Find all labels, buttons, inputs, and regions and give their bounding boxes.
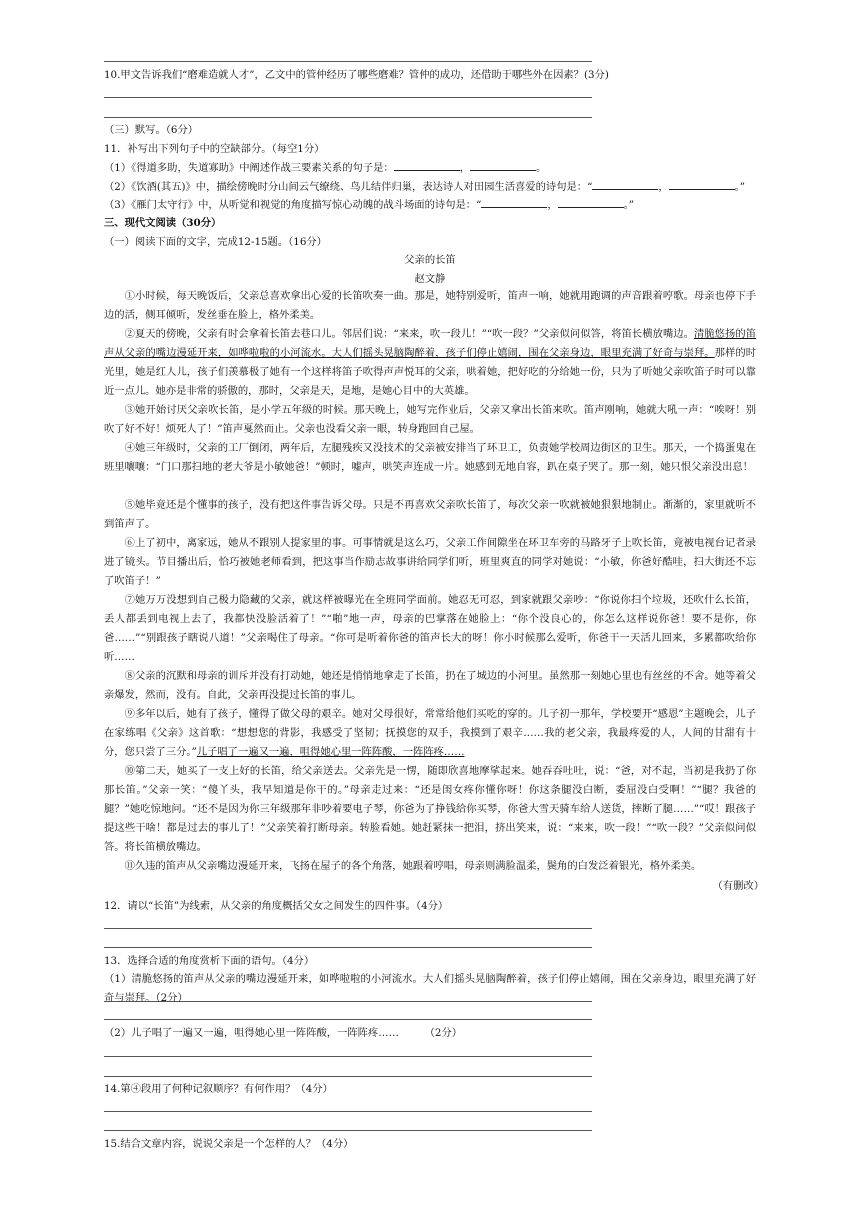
answer-line [104, 1076, 592, 1077]
fill-blank[interactable] [394, 160, 460, 171]
question-13-2: （2）儿子唱了一遍又一遍，咀得她心里一阵阵酸，一阵阵疼…… （2分） [104, 1027, 463, 1039]
answer-line [104, 1111, 592, 1112]
part-3-1-heading: （一）阅读下面的文字，完成12-15题。（16分） [104, 236, 327, 248]
paragraph-4: ④她三年级时，父亲的工厂倒闭，两年后，左腿残疾又没技术的父亲被安排当了环卫工，负责她学校周边街区的卫生。那天，一个捣蛋鬼在班里嚷嚷：“门口那扫地的老大爷是小敏她爸！”顿时，嘘声，哄笑声连成一片。她感到无地自容，趴在桌子哭了。那一刻，她只恨父亲没出息！ [104, 442, 756, 473]
fill-blank[interactable] [558, 197, 624, 208]
paragraph-3: ③她开始讨厌父亲吹长笛，是小学五年级的时候。那天晚上，她写完作业后，父亲又拿出长笛来吹。笛声刚响，她就大吼一声：“唉呀！别吹了好不好！烦死人了！”笛声戛然而止。父亲也没看父亲一眼，转身跑回自己屋。 [104, 404, 756, 435]
question-13-1: （1）清脆悠扬的笛声从父亲的嘴边漫延开来，如哗啦啦的小河流水。大人们摇头晃脑陶醉着，孩子们停止嬉闹，围在父亲身边，眼里充满了好奇与崇拜。（2分） [104, 973, 756, 1004]
paragraph-7: ⑦她万万没想到自己极力隐藏的父亲，就这样被曝光在全班同学面前。她忍无可忍，到家就跟父亲吵：“你说你扫个垃圾，还吹什么长笛，丢人都丢到电视上去了，我都快没脸活着了！”“啪”地一声，母亲的巴掌落在她脸上：“你个没良心的，你怎么这样说你爸！要不是你，你爸……”“别跟孩子瞎说八道！”父亲喝住了母亲。“你可是听着你爸的笛声长大的呀！你小时候那么爱听，你爸干一天活儿回来，多累都吹给你听…… [104, 594, 756, 663]
question-12: 12．请以“长笛”为线索，从父亲的角度概括父女之间发生的四件事。（4分） [104, 900, 449, 912]
paragraph-8: ⑧父亲的沉默和母亲的训斥并没有打动她，她还是悄悄地拿走了长笛，扔在了城边的小河里。虽然那一刻她心里也有丝丝的不舍。她等着父亲爆发，然而，没有。自此，父亲再没提过长笛的事儿。 [104, 670, 756, 701]
paragraph-2: ②夏天的傍晚，父亲有时会拿着长笛去巷口儿。邻居们说：“来来，吹一段儿！”“吹一段？”父亲似问似答，将笛长横放嘴边。清脆悠扬的笛声从父亲的嘴边漫延开来，如哗啦啦的小河流水。大人们摇头晃脑陶醉着，孩子们停止嬉闹，围在父亲身边，眼里充满了好奇与崇拜。那样的时光里，她是红人儿，孩子们羡慕极了她有一个这样将笛子吹得声声悦耳的父亲，哄着她，把好吃的分给她一份，只为了听她父亲吹笛子时可以靠近一点儿。她亦是非常的骄傲的，那时，父亲是天，是地，是她心目中的大英雄。 [104, 328, 757, 397]
question-14: 14.第④段用了何种记叙顺序？有何作用？（4分） [104, 1083, 333, 1095]
paragraph-5: ⑤她毕竟还是个懂事的孩子，没有把这件事告诉父母。只是不再喜欢父亲吹长笛了，每次父亲一吹就被她狠狠地制止。渐渐的，家里就听不到笛声了。 [104, 499, 756, 530]
question-11-1: （1）《得道多助，失道寡助》中阐述作战三要素关系的句子是： ， 。 [104, 162, 547, 174]
fill-blank[interactable] [669, 179, 735, 190]
question-11: 11．补写出下列句子中的空缺部分。（每空1分） [104, 143, 325, 155]
article-author: 赵文静 [414, 273, 446, 285]
section-3-heading: （三）默写。（6分） [104, 124, 199, 136]
answer-line [104, 97, 592, 98]
paragraph-9: ⑨多年以后，她有了孩子，懂得了做父母的艰辛。她对父母很好，常常给他们买吃的穿的。儿子初一那年，学校要开“感恩”主题晚会，儿子在家练唱《父亲》这首歌：“想想您的背影，我感受了坚韧；抚摸您的双手，我摸到了艰辛……我的老父亲，我最疼爱的人，人间的甘甜有十分，您只尝了三分。”儿子唱了一遍又一遍，咀得她心里一阵阵酸，一阵阵疼…… [104, 708, 756, 758]
article-title: 父亲的长笛 [404, 254, 456, 266]
answer-line [104, 1019, 592, 1020]
question-13: 13．选择合适的角度赏析下面的语句。（4分） [104, 955, 315, 967]
answer-line [104, 1001, 592, 1002]
answer-line [104, 947, 592, 948]
paragraph-10: ⑩第二天，她买了一支上好的长笛，给父亲送去。父亲先是一愣，随即欣喜地摩挲起来。她吞吞吐吐，说：“爸，对不起，当初是我扔了你那长笛。”父亲一笑：“傻丫头，我早知道是你干的。”母亲走过来：“还是闺女疼你懂你呀！你这条腿没白断，委屈没白受啊！”“腿？我爸的腿？”她吃惊地问。“还不是因为你三年级那年非吵着要电子琴，你爸为了挣钱给你买琴，你爸大雪天骑车给人送货，摔断了腿……”“哎！跟孩子提这些干啥！都是过去的事儿了！”父亲笑着打断母亲。转脸看她。她赶紧抹一把泪，挤出笑来，说：“来来，吹一段！”“吹一段？”父亲似问似答。将长笛横放嘴边。 [104, 765, 756, 853]
fill-blank[interactable] [481, 197, 547, 208]
question-11-2: （2）《饮酒(其五)》中，描绘傍晚时分山间云气缭绕、鸟儿结伴归巢，表达诗人对田园生活喜爱的诗句是：“ ， 。” [104, 181, 746, 193]
paragraph-1: ①小时候，每天晚饭后，父亲总喜欢拿出心爱的长笛吹奏一曲。那是，她特别爱听，笛声一响，她就用跑调的声音跟着哼歌。母亲也停下手边的活，侧耳倾听，发丝垂在脸上，格外柔美。 [104, 290, 756, 321]
underlined-sentence: 儿子唱了一遍又一遍，咀得她心里一阵阵酸，一阵阵疼…… [196, 746, 465, 758]
answer-line [104, 1056, 592, 1057]
part-3-heading: 三、现代文阅读（30分） [104, 217, 222, 229]
paragraph-6: ⑥上了初中，离家远，她从不跟别人提家里的事。可事情就是这么巧，父亲工作间隙坐在环卫车旁的马路牙子上吹长笛，竟被电视台记者录进了镜头。节目播出后，恰巧被她老师看到，把这事当作励志故事讲给同学们听，班里爽直的同学对她说：“小敏，你爸好酷哇，扫大街还不忘了吹笛子！” [104, 537, 756, 587]
question-11-3: （3）《雁门太守行》中，从听觉和视觉的角度描写惊心动魄的战斗场面的诗句是：“ ， 。” [104, 199, 635, 211]
fill-blank[interactable] [470, 160, 536, 171]
paragraph-11: ⑪久违的笛声从父亲嘴边漫延开来，飞扬在屋子的各个角落，她跟着哼唱，母亲则满脸温柔，鬓角的白发泛着银光，格外柔美。 [124, 860, 702, 872]
answer-line [104, 61, 592, 62]
question-15: 15.结合文章内容，说说父亲是一个怎样的人？（4分） [104, 1138, 354, 1150]
underlined-sentence: 清脆悠扬的笛声从父亲的嘴边漫延开来，如哗啦啦的小河流水。大人们摇头晃脑陶醉着，孩子们停止嬉闹，围在父亲身边，眼里充满了好奇与崇拜。 [104, 328, 756, 359]
answer-line [104, 1130, 592, 1131]
answer-line [104, 117, 592, 118]
fill-blank[interactable] [592, 179, 658, 190]
question-10: 10.甲文告诉我们“磨难造就人才”，乙文中的管仲经历了哪些磨难？管仲的成功，还借助于哪些外在因素？(3分) [104, 69, 609, 81]
answer-line [104, 928, 592, 929]
edit-note: （有删改） [712, 880, 764, 892]
